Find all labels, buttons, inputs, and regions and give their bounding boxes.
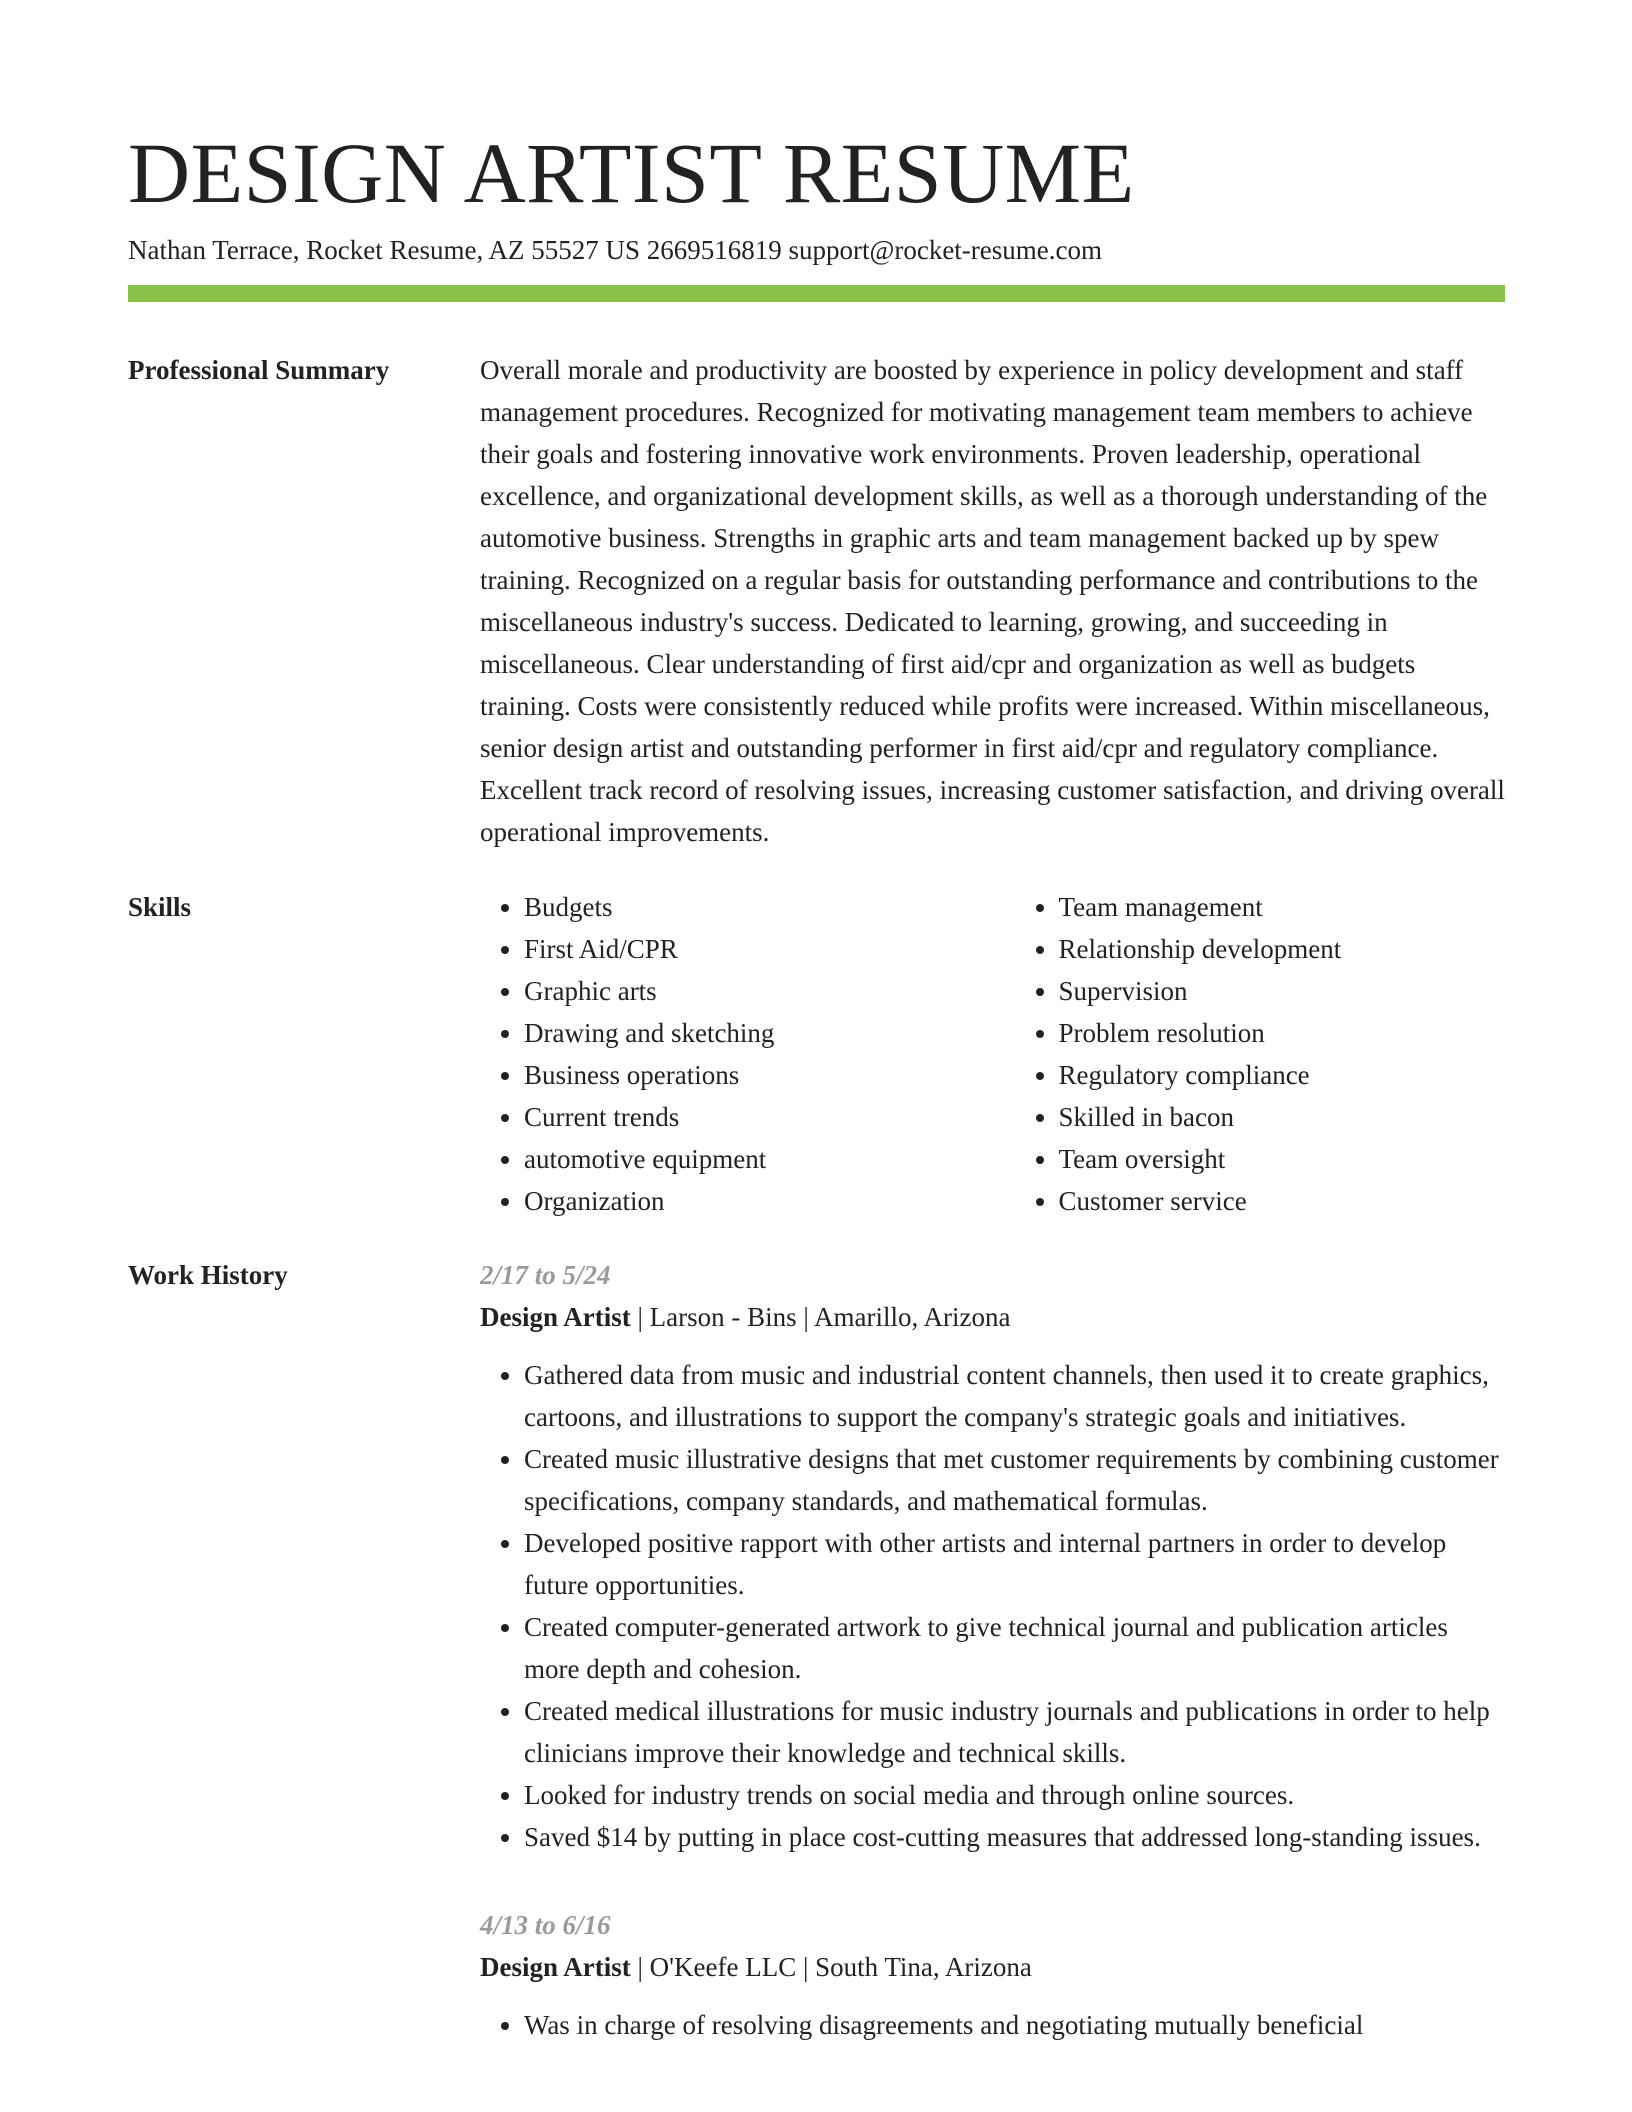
job-bullet: • Created music illustrative designs that met customer requirements by combining customer specifications, company standards, and mathematical formulas.: [524, 1438, 1505, 1522]
skill-item: • Business operations: [524, 1054, 971, 1096]
job-details: | Larson - Bins | Amarillo, Arizona: [630, 1302, 1011, 1332]
work-history-body: [480, 1254, 1505, 2092]
summary-body: [480, 349, 1505, 853]
job-details: | O'Keefe LLC | South Tina, Arizona: [630, 1952, 1032, 1982]
job-bullet-list: [480, 2004, 1505, 2046]
job-heading: [480, 1946, 1505, 1988]
skill-item: • Supervision: [1059, 970, 1506, 1012]
resume-title: DESIGN ARTIST RESUME: [128, 125, 1135, 221]
job-bullet: • Saved $14 by putting in place cost-cutting measures that addressed long-standing issues.: [524, 1816, 1505, 1858]
skill-item: • Drawing and sketching: [524, 1012, 971, 1054]
skill-item: • Current trends: [524, 1096, 971, 1138]
skills-label: Skills: [128, 892, 192, 922]
summary-text: Overall morale and productivity are boosted by experience in policy development and staff management procedures. Recognized for motivating management team members to achieve their goals and fostering innovative work environments. Proven leadership, operational excellence, and organizational development skills, as well as a thorough understanding of the automotive business. Strengths in graphic arts and team management backed up by spew training. Recognized on a regular basis for outstanding performance and contributions to the miscellaneous industry's success. Dedicated to learning, growing, and succeeding in miscellaneous. Clear understanding of first aid/cpr and organization as well as budgets training. Costs were consistently reduced while profits were increased. Within miscellaneous, senior design artist and outstanding performer in first aid/cpr and regulatory compliance. Excellent track record of resolving issues, increasing customer satisfaction, and driving overall operational improvements.: [480, 355, 1505, 847]
job-bullet: • Gathered data from music and industrial content channels, then used it to create graphics, cartoons, and illustrations to support the company's strategic goals and initiatives.: [524, 1354, 1505, 1438]
skill-item: • Team management: [1059, 886, 1506, 928]
job-bullet-list: [480, 1354, 1505, 1858]
job-bullet: • Looked for industry trends on social media and through online sources.: [524, 1774, 1505, 1816]
skill-item: • Skilled in bacon: [1059, 1096, 1506, 1138]
job-bullet: • Created medical illustrations for music industry journals and publications in order to help clinicians improve their knowledge and technical skills.: [524, 1690, 1505, 1774]
skill-item: • Budgets: [524, 886, 971, 928]
work-history-label: Work History: [128, 1260, 288, 1290]
skills-list-left: [480, 886, 971, 1222]
skill-item: • Graphic arts: [524, 970, 971, 1012]
job-entry: [480, 1254, 1505, 1858]
job-dates: 2/17 to 5/24: [480, 1260, 611, 1290]
skill-item: • First Aid/CPR: [524, 928, 971, 970]
job-bullet: • Developed positive rapport with other artists and internal partners in order to develop future opportunities.: [524, 1522, 1505, 1606]
header-accent-rule: [128, 285, 1505, 302]
skill-item: • Customer service: [1059, 1180, 1506, 1222]
job-heading: [480, 1296, 1505, 1338]
job-dates: 4/13 to 6/16: [480, 1910, 611, 1940]
job-title: Design Artist: [480, 1952, 631, 1982]
skills-body: [480, 886, 1505, 1222]
skill-item: • Regulatory compliance: [1059, 1054, 1506, 1096]
contact-line: Nathan Terrace, Rocket Resume, AZ 55527 US 2669516819 support@rocket-resume.com: [128, 235, 1103, 265]
job-title: Design Artist: [480, 1302, 631, 1332]
skill-item: • Problem resolution: [1059, 1012, 1506, 1054]
summary-label: Professional Summary: [128, 355, 390, 385]
job-bullet: • Created computer-generated artwork to give technical journal and publication articles more depth and cohesion.: [524, 1606, 1505, 1690]
job-bullet: • Was in charge of resolving disagreements and negotiating mutually beneficial: [524, 2004, 1505, 2046]
skills-list-right: [1015, 886, 1506, 1222]
skill-item: • automotive equipment: [524, 1138, 971, 1180]
skill-item: • Relationship development: [1059, 928, 1506, 970]
skill-item: • Organization: [524, 1180, 971, 1222]
skills-columns: [480, 886, 1505, 1222]
skill-item: • Team oversight: [1059, 1138, 1506, 1180]
job-entry: [480, 1904, 1505, 2046]
